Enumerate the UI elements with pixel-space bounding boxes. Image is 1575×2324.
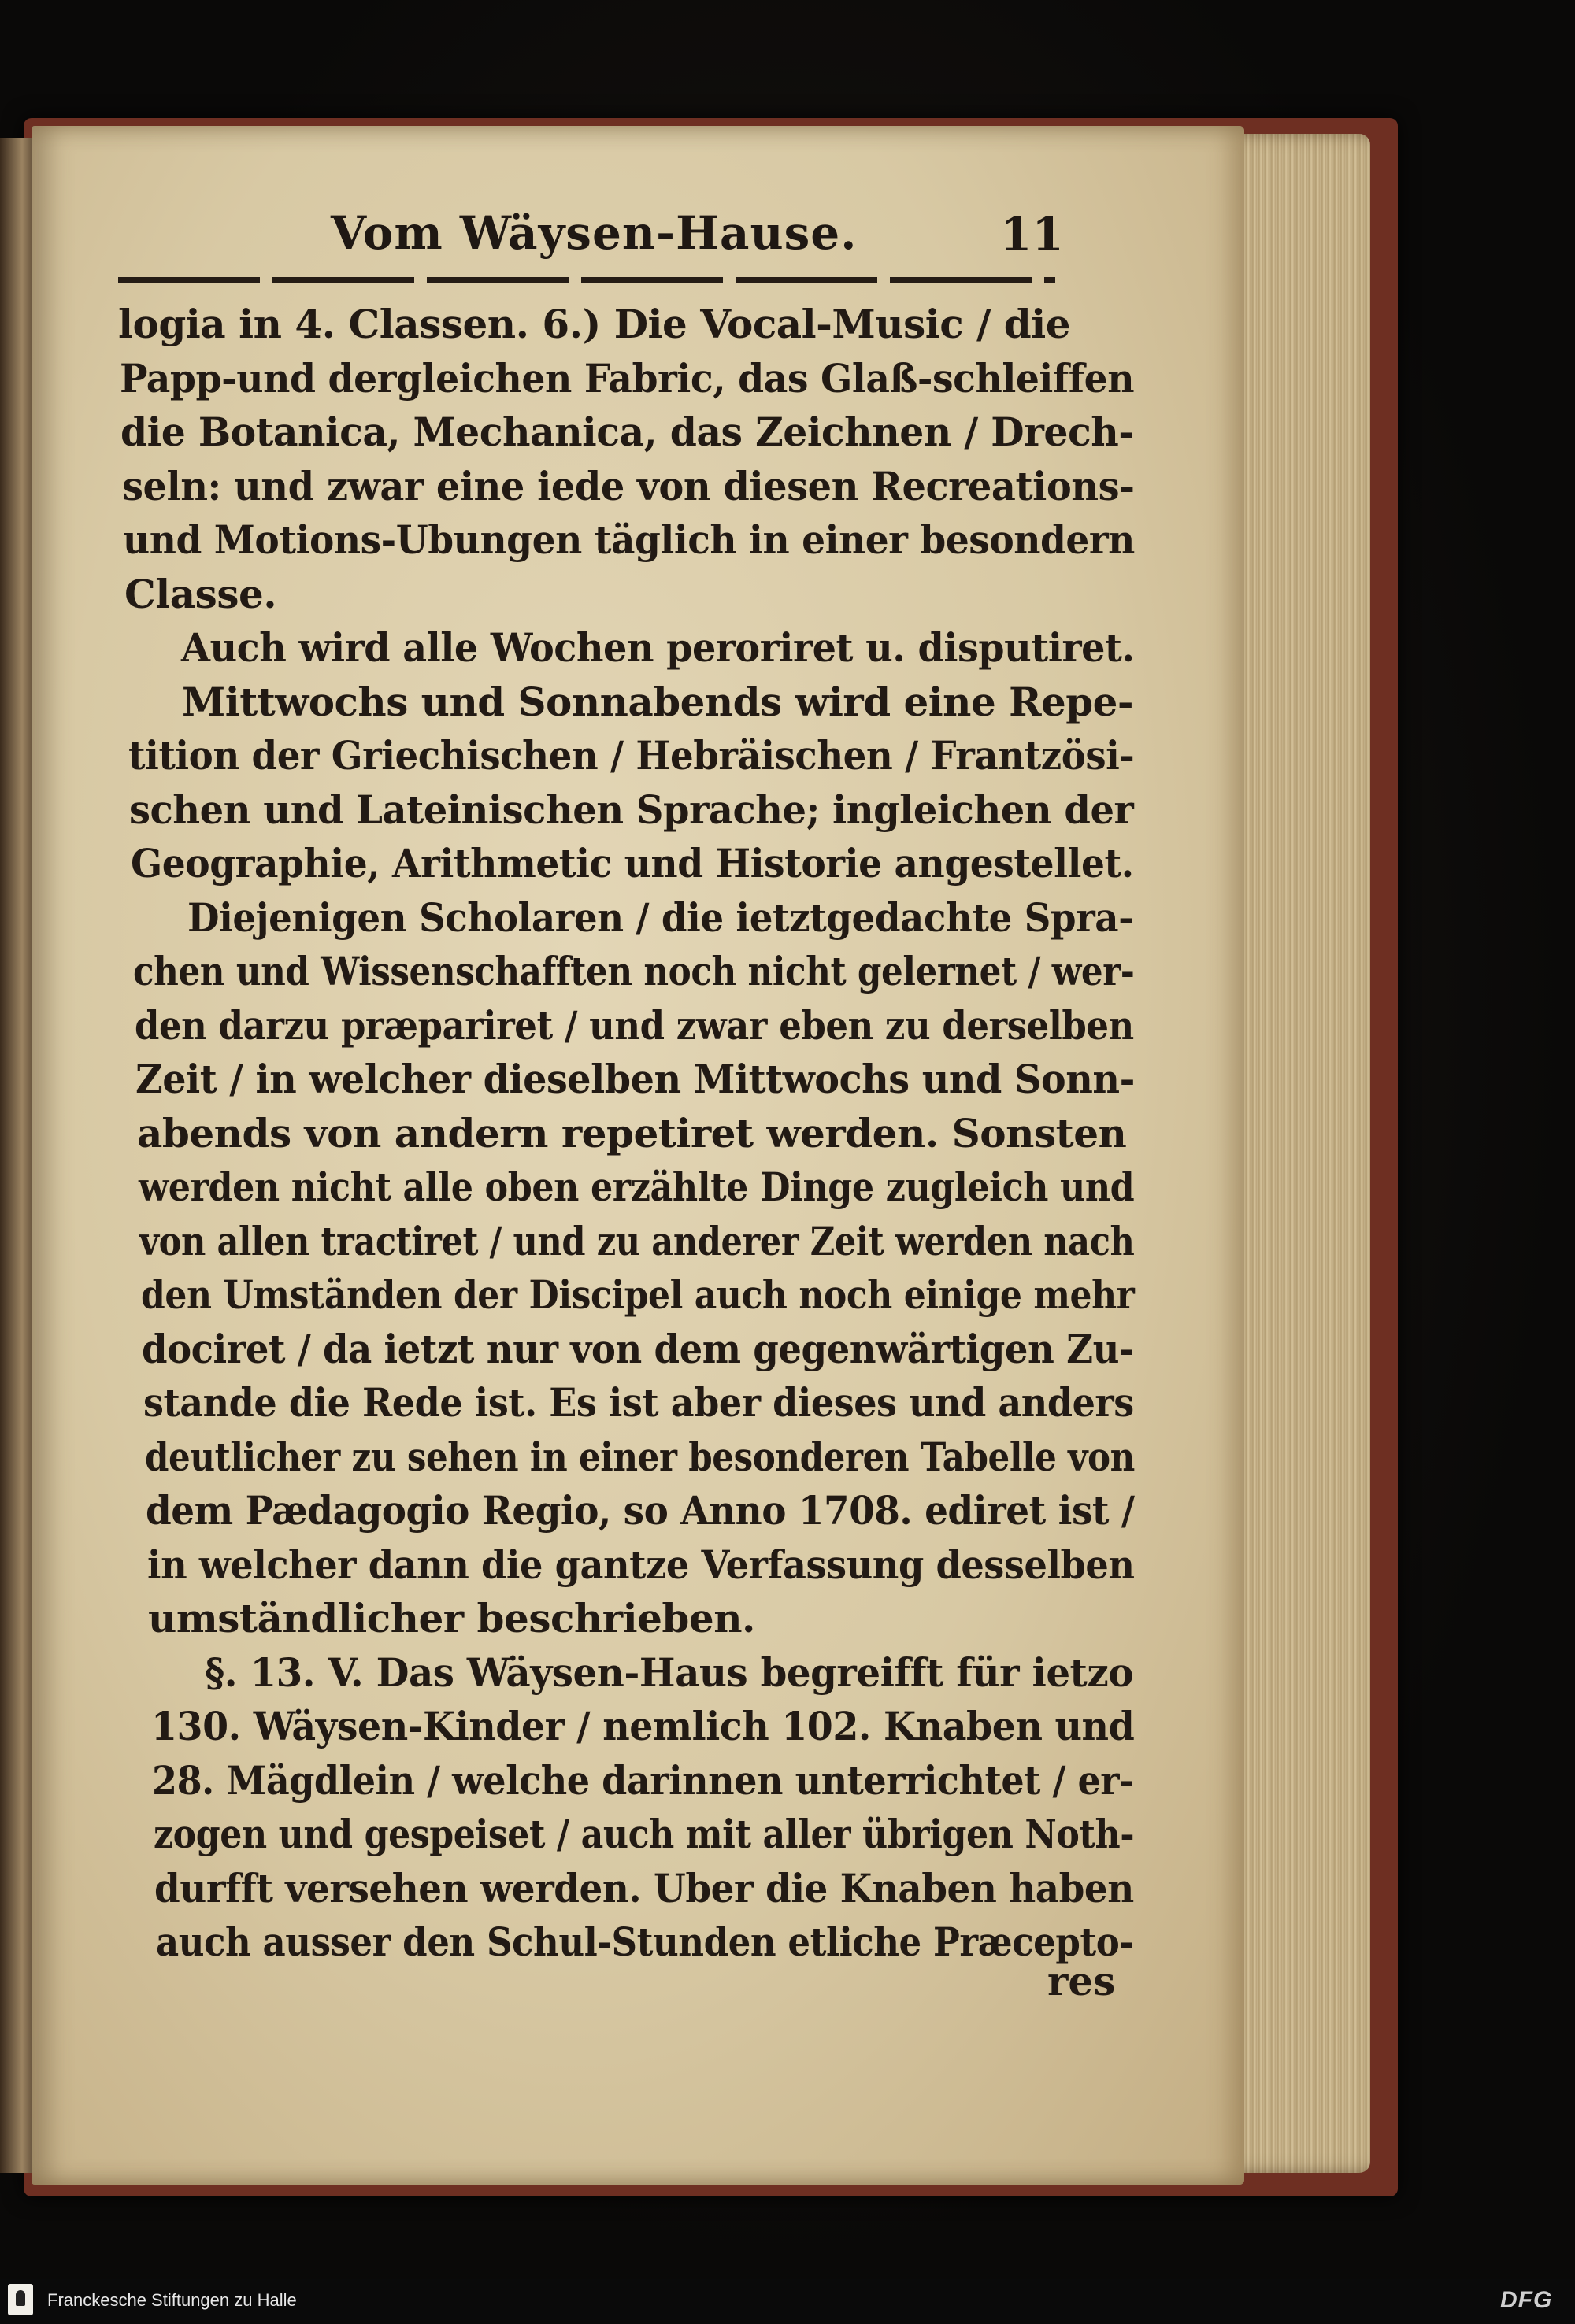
text-line: Classe. <box>124 570 277 617</box>
text-line: umständlicher beschrieben. <box>148 1595 755 1641</box>
text-line: Geographie, Arithmetic und Historie angestellet. <box>131 840 1134 886</box>
text-line: stande die Rede ist. Es ist aber dieses und anders <box>143 1379 1134 1426</box>
left-page-edge <box>0 138 32 2173</box>
text-line: Diejenigen Scholaren / die ietztgedachte Spra- <box>187 894 1134 941</box>
text-line: und Motions-Ubungen täglich in einer besondern <box>123 516 1135 563</box>
text-line: Zeit / in welcher dieselben Mittwochs und Sonn- <box>135 1056 1135 1102</box>
text-line: Mittwochs und Sonnabends wird eine Repe- <box>182 678 1134 725</box>
text-line: den Umständen der Discipel auch noch einige mehr <box>141 1271 1135 1318</box>
dfg-logo: DFG <box>1500 2287 1553 2313</box>
running-title: Vom Wäysen-Hause. <box>331 206 858 260</box>
text-line: 28. Mägdlein / welche darinnen unterrichtet / er- <box>152 1756 1134 1804</box>
text-line: dociret / da ietzt nur von dem gegenwärtigen Zu- <box>142 1325 1134 1372</box>
text-line: schen und Lateinischen Sprache; ingleichen der <box>129 786 1134 833</box>
text-line: dem Pædagogio Regio, so Anno 1708. ediret ist / <box>146 1487 1135 1534</box>
text-line: Papp-und dergleichen Fabric, das Glaß-schleiffen <box>120 354 1135 402</box>
text-line: den darzu præpariret / und zwar eben zu derselben <box>135 1001 1134 1049</box>
text-line: durfft versehen werden. Uber die Knaben haben <box>154 1864 1134 1911</box>
text-line: werden nicht alle oben erzählte Dinge zugleich und <box>139 1164 1135 1210</box>
text-line: in welcher dann die gantze Verfassung desselben <box>147 1541 1135 1588</box>
institution-seal-icon <box>8 2284 33 2315</box>
text-line: tition der Griechischen / Hebräischen / Frantzösi- <box>128 732 1135 779</box>
page-number: 11 <box>1000 208 1064 261</box>
viewer-footer <box>0 2279 1575 2324</box>
text-line: abends von andern repetiret werden. Sonsten <box>137 1109 1127 1156</box>
text-line: seln: und zwar eine iede von diesen Recreations- <box>122 462 1135 509</box>
page-header <box>331 206 1118 265</box>
text-line: auch ausser den Schul-Stunden etliche Præcepto- <box>156 1919 1134 1965</box>
text-line: Auch wird alle Wochen peroriret u. disputiret. <box>181 624 1135 671</box>
text-line: deutlicher zu sehen in einer besonderen Tabelle von <box>145 1433 1135 1480</box>
institution-name: Franckesche Stiftungen zu Halle <box>47 2290 297 2310</box>
text-line: chen und Wissenschafften noch nicht gelernet / wer- <box>133 948 1135 994</box>
text-line: von allen tractiret / und zu anderer Zeit werden nach <box>139 1217 1135 1264</box>
text-line: §. 13. V. Das Wäysen-Haus begreifft für ietzo <box>205 1649 1134 1696</box>
header-rule <box>118 277 1055 283</box>
text-line: zogen und gespeiset / auch mit aller übrigen Noth- <box>154 1811 1135 1857</box>
text-line: die Botanica, Mechanica, das Zeichnen / Drech- <box>120 409 1135 455</box>
text-line: 130. Wäysen-Kinder / nemlich 102. Knaben und <box>151 1703 1135 1749</box>
text-line: logia in 4. Classen. 6.) Die Vocal-Music / die <box>118 301 1071 347</box>
catchword: res <box>1047 1958 1116 2004</box>
